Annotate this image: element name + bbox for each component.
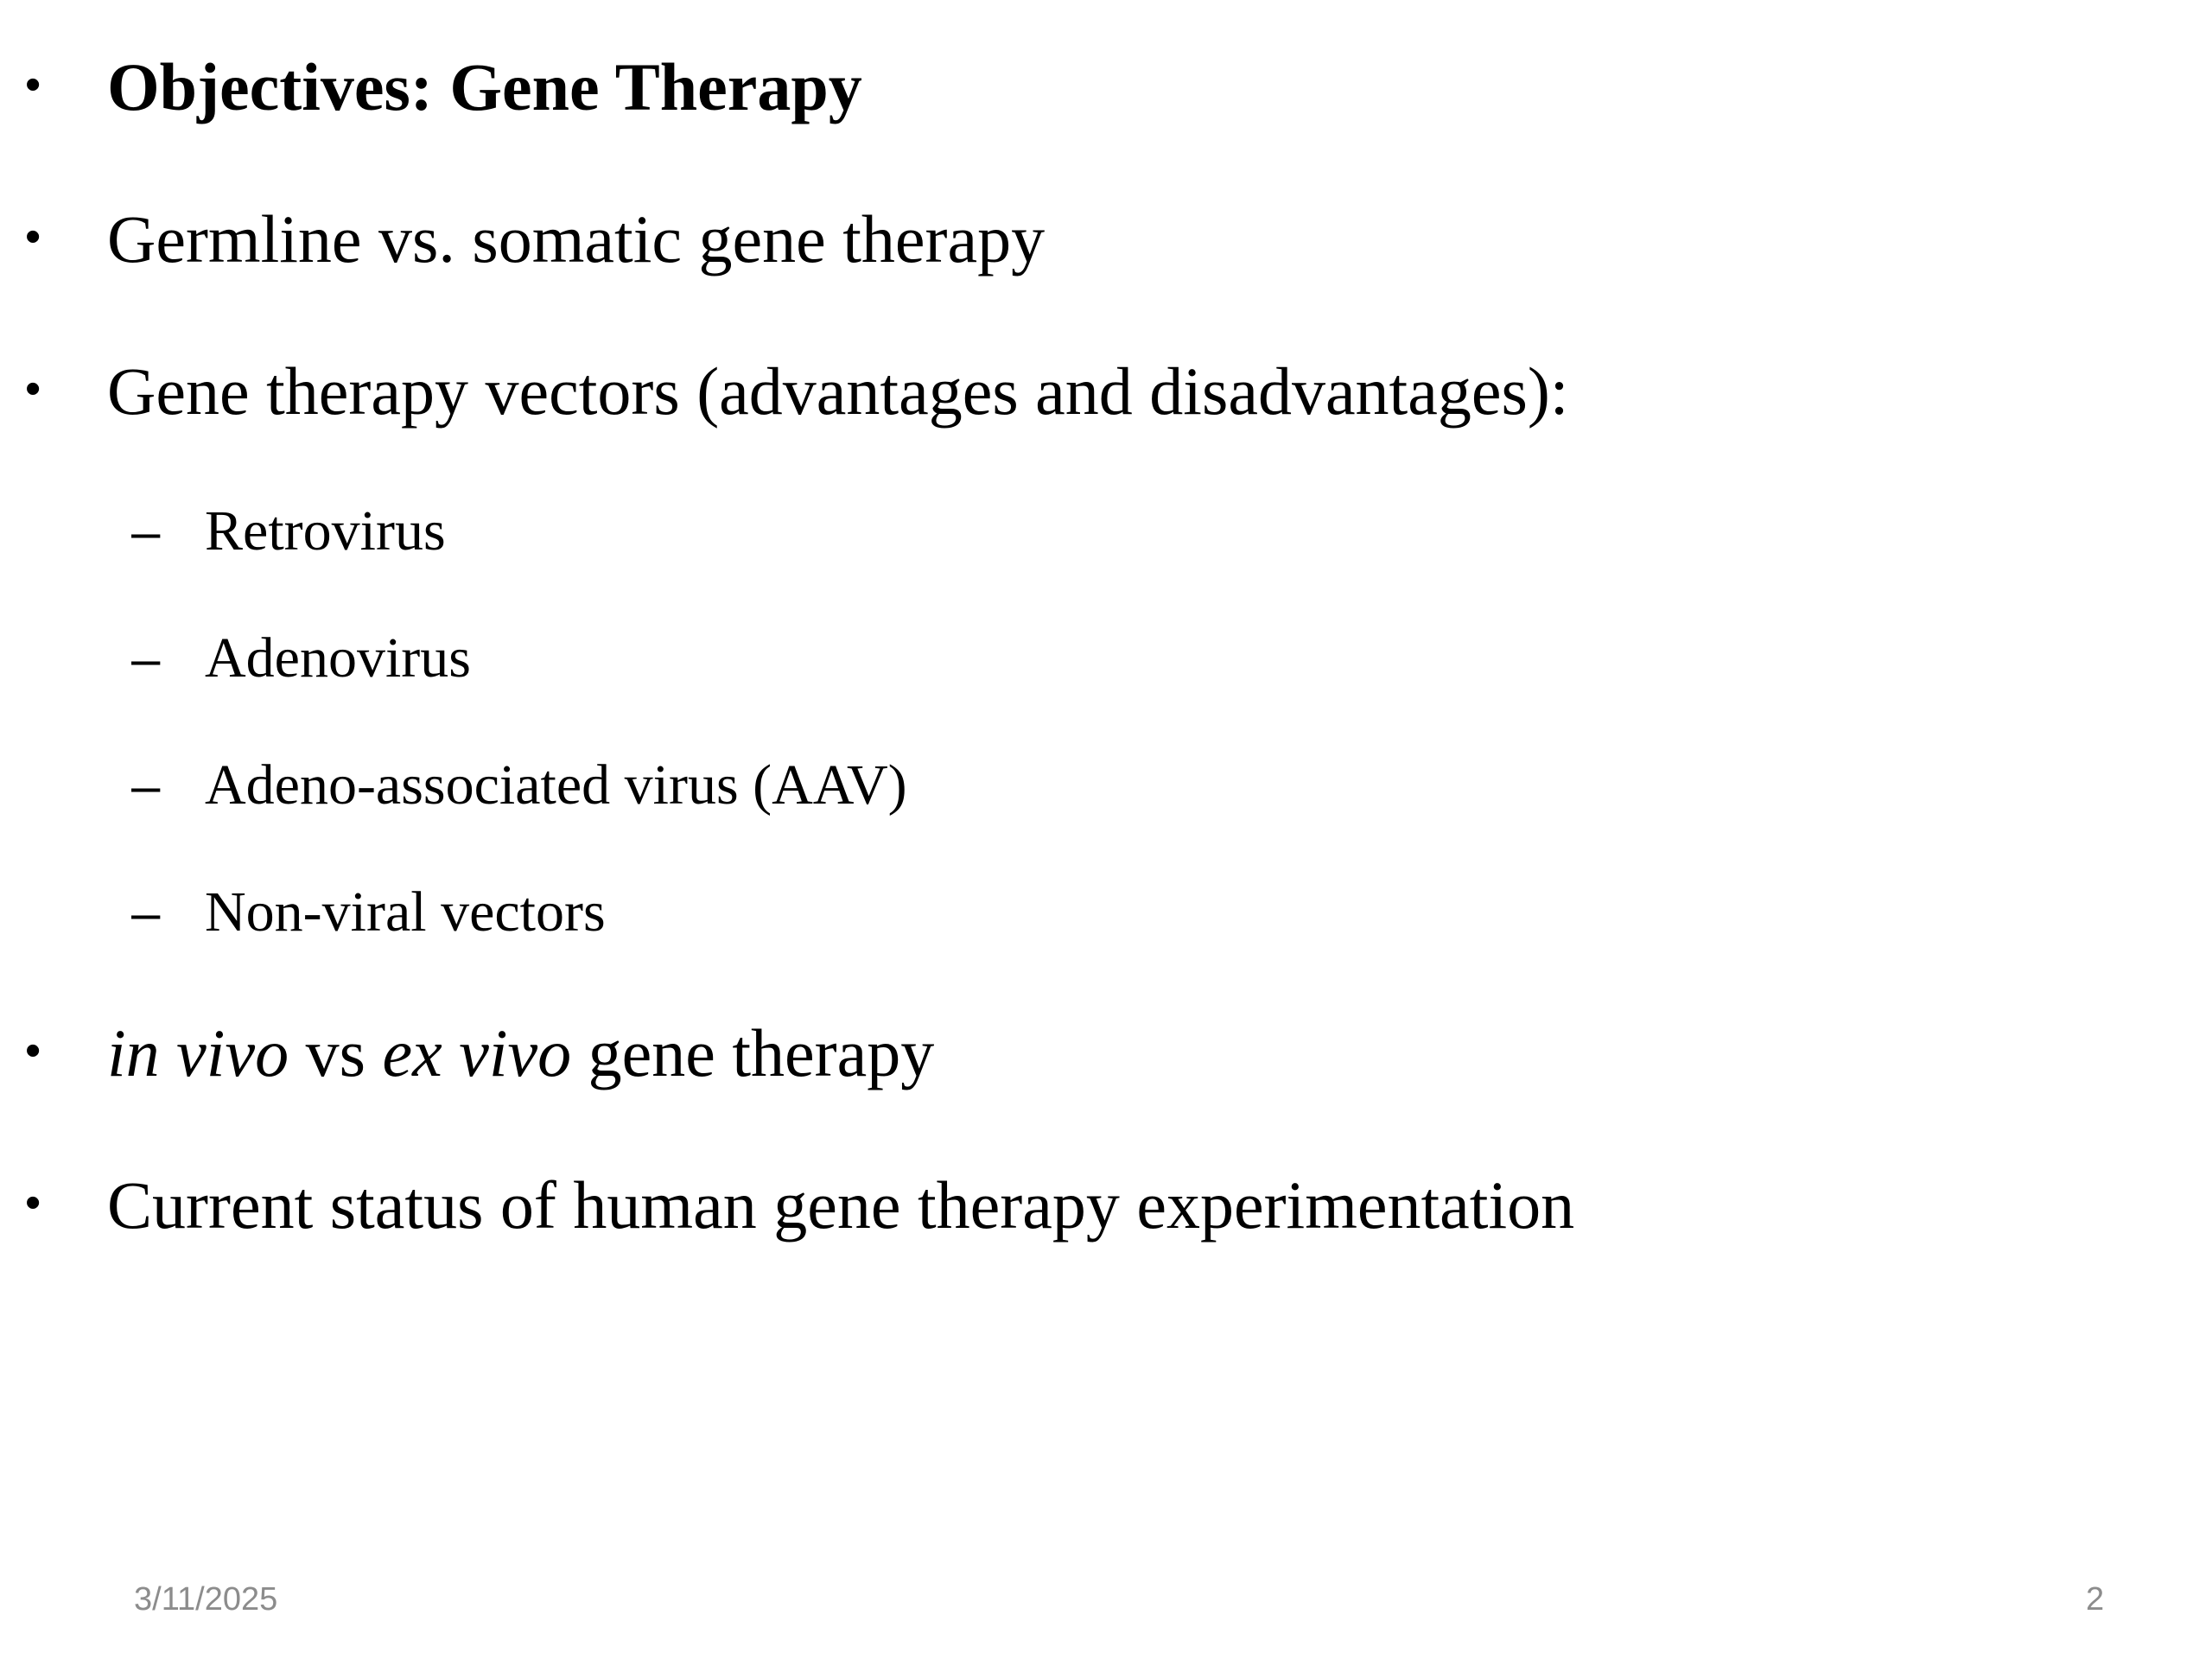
ex-vivo-text: ex vivo — [382, 1015, 572, 1090]
footer-date: 3/11/2025 — [134, 1581, 278, 1618]
dash-icon: – — [131, 884, 161, 942]
slide-title: Objectives: Gene Therapy — [107, 49, 862, 124]
bullet-icon: • — [25, 1178, 41, 1228]
vs-text: vs — [289, 1015, 383, 1090]
bullet-text — [107, 1015, 935, 1090]
bullet-text: Current status of human gene therapy experimentation — [107, 1167, 1575, 1243]
bullet-text: Gene therapy vectors (advantages and disadvantages): — [107, 353, 1569, 429]
bullet-icon: • — [25, 212, 41, 262]
sub-bullet-text: Non-viral vectors — [205, 880, 606, 944]
dash-icon: – — [131, 757, 161, 815]
sub-bullet-text: Adeno-associated virus (AAV) — [205, 753, 907, 817]
bullet-icon: • — [25, 1026, 41, 1076]
bullet-text: Germline vs. somatic gene therapy — [107, 201, 1046, 276]
sub-bullet-text: Retrovirus — [205, 499, 446, 563]
bullet-icon: • — [25, 364, 41, 414]
gene-therapy-text: gene therapy — [571, 1015, 935, 1090]
footer-page-number: 2 — [2086, 1581, 2105, 1618]
dash-icon: – — [131, 630, 161, 688]
bullet-icon: • — [25, 60, 41, 110]
sub-bullet-text: Adenovirus — [205, 626, 471, 690]
dash-icon: – — [131, 503, 161, 561]
in-vivo-text: in vivo — [107, 1015, 289, 1090]
